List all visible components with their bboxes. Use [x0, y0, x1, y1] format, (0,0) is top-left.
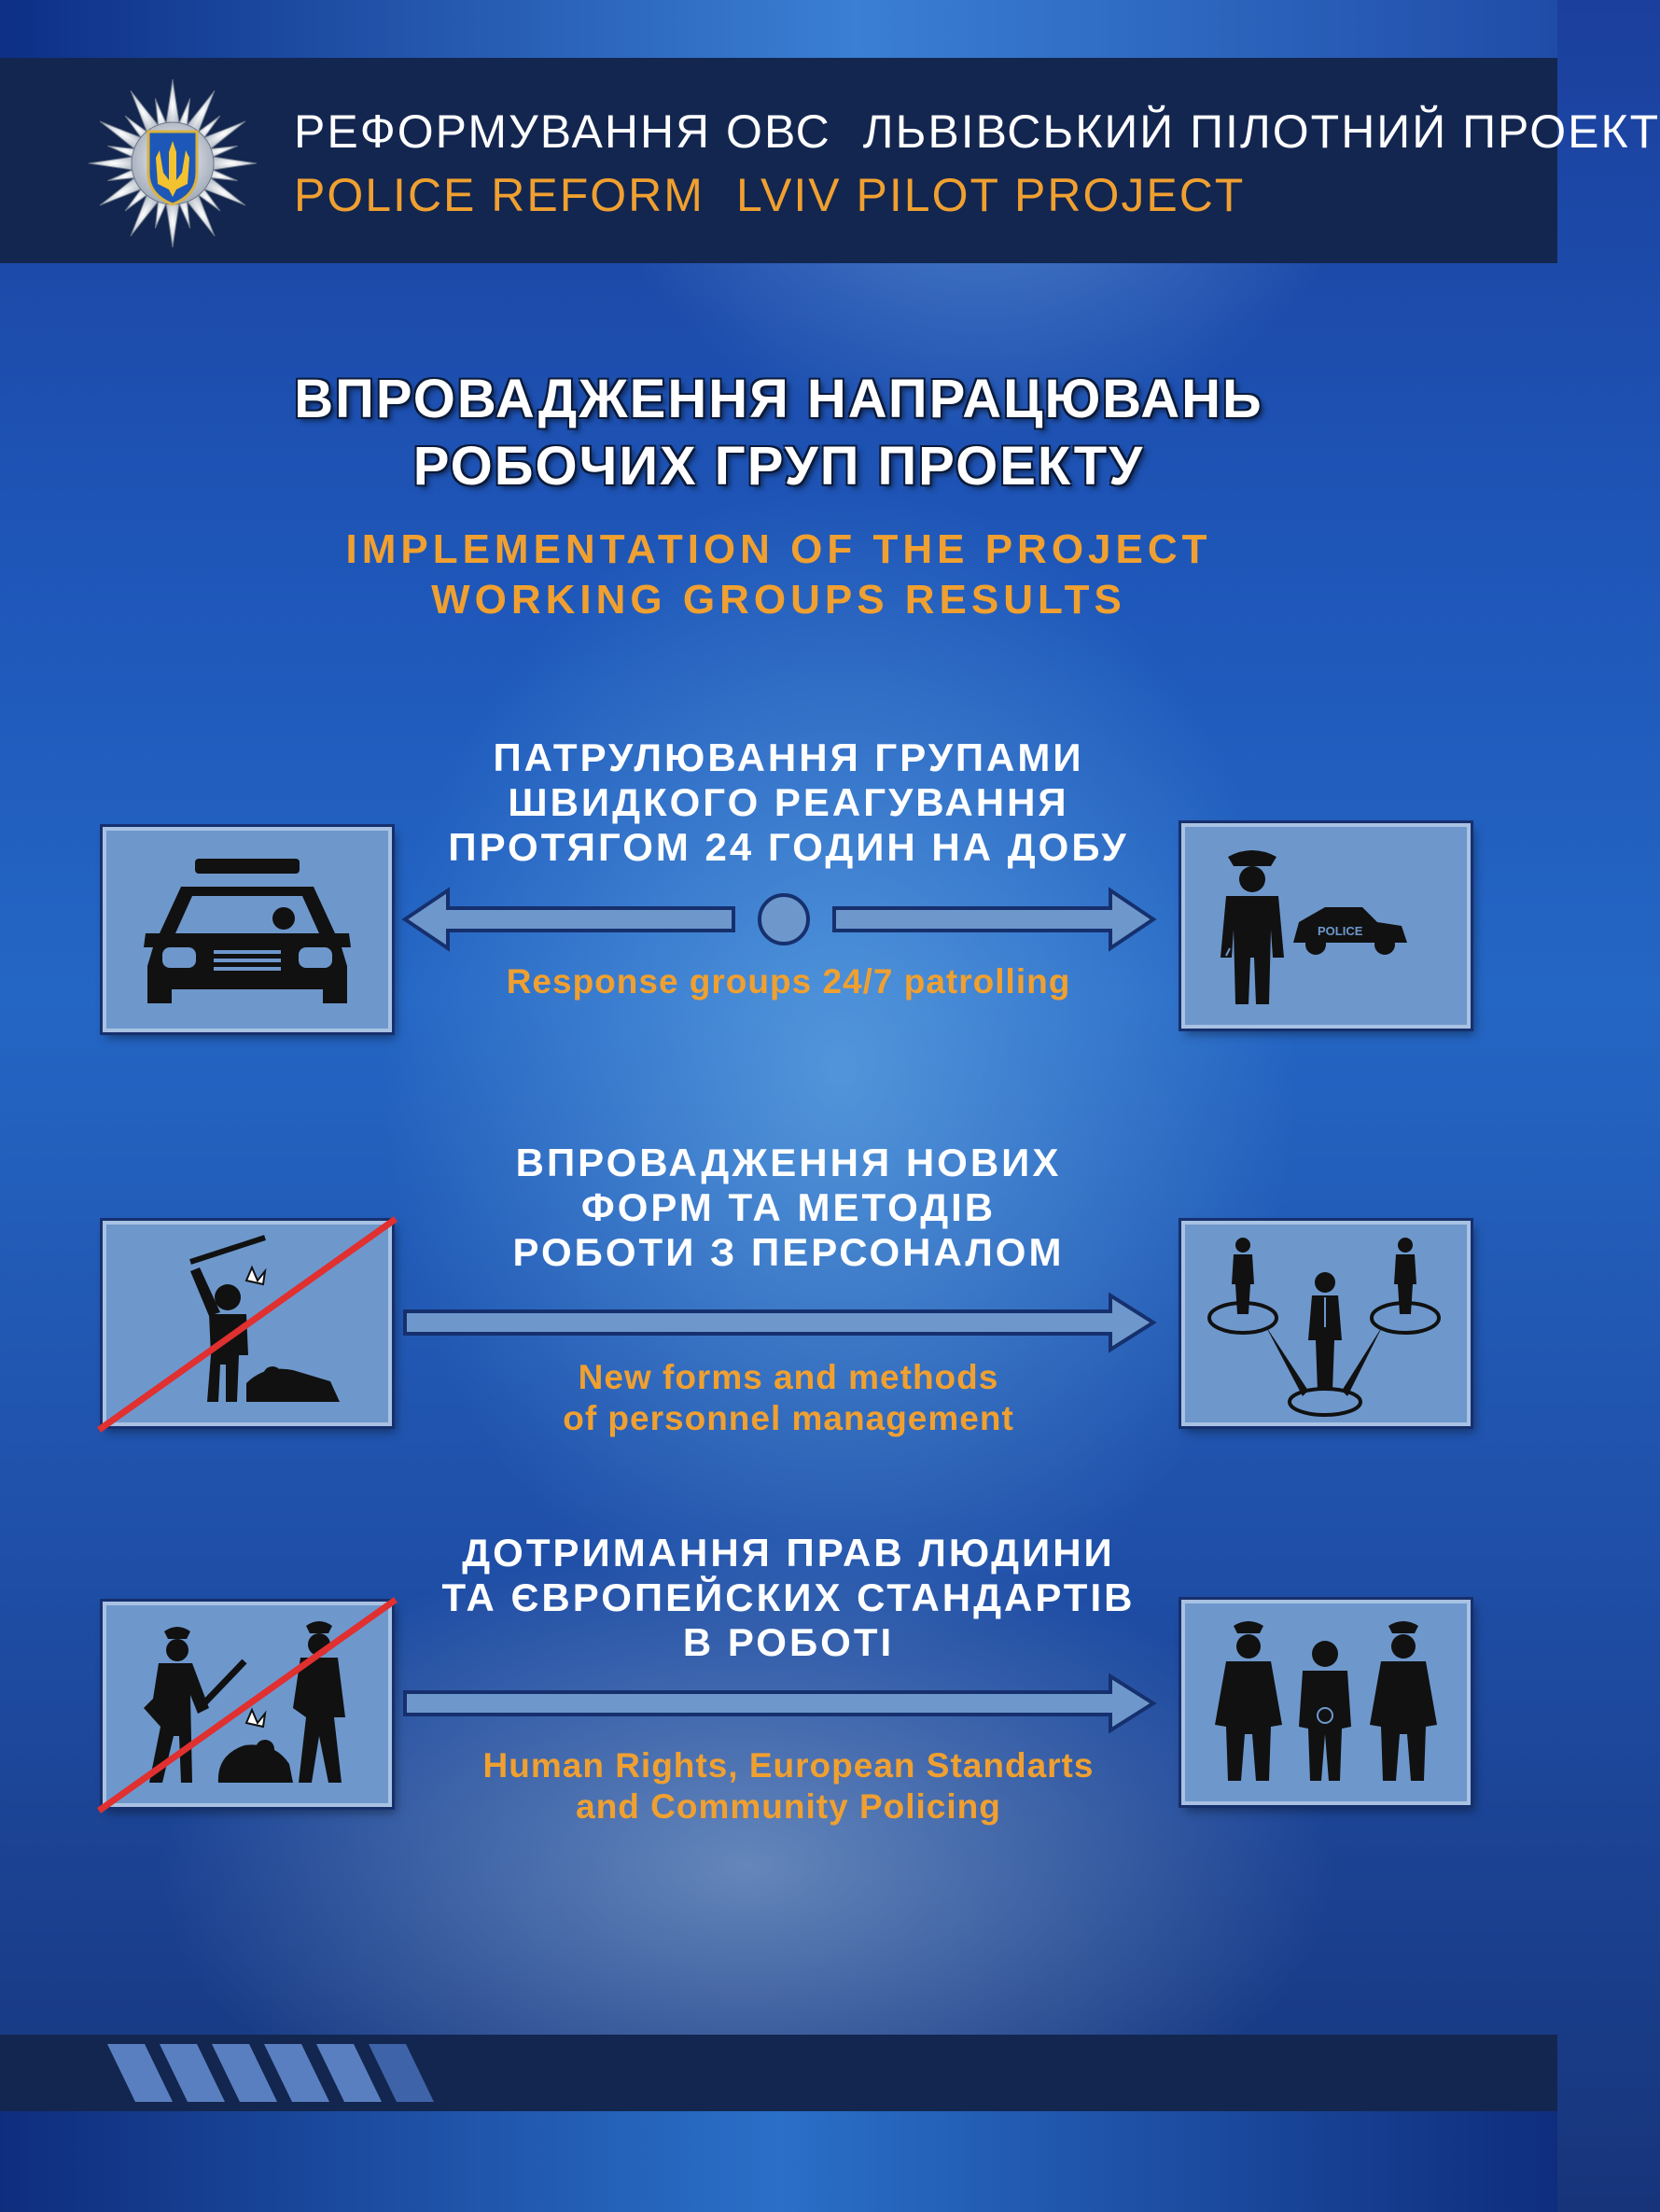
section-2-title: [392, 1141, 1185, 1275]
footer-stripes-decoration: [107, 2044, 481, 2102]
section-1-double-arrow: [392, 877, 1166, 961]
section-3-title-line3: В РОБОТІ: [682, 1620, 895, 1664]
section-2-title-line1: ВПРОВАДЖЕННЯ НОВИХ: [515, 1141, 1062, 1184]
top-gradient-strip: [0, 0, 1557, 58]
section-3-title-line1: ДОТРИМАННЯ ПРАВ ЛЮДИНИ: [462, 1531, 1115, 1575]
section-1-title-line1: ПАТРУЛЮВАННЯ ГРУПАМИ: [493, 735, 1084, 779]
section-2-arrow: [392, 1290, 1166, 1355]
section-3-subtitle-line1: Human Rights, European Standarts: [482, 1746, 1095, 1785]
section-2-subtitle-line2: of personnel management: [563, 1399, 1014, 1437]
police-car-icon-box: [103, 827, 392, 1032]
section-1-title-line2: ШВИДКОГО РЕАГУВАННЯ: [508, 780, 1069, 824]
section-2-subtitle-line1: New forms and methods: [578, 1358, 999, 1396]
team-management-icon: [1185, 1225, 1467, 1422]
police-brutality-crossed-icon-box: [103, 1602, 392, 1807]
header-title-en: POLICE REFORM LVIV PILOT PROJECT: [294, 169, 1246, 221]
police-star-emblem-icon: [86, 77, 259, 250]
section-2-subtitle: [392, 1357, 1185, 1439]
footer-gradient-strip: [0, 2111, 1557, 2212]
section-2-title-line3: РОБОТИ З ПЕРСОНАЛОМ: [512, 1230, 1065, 1274]
header-title-uk: РЕФОРМУВАННЯ ОВС ЛЬВІВСЬКИЙ ПІЛОТНИЙ ПРОЕКТ: [294, 105, 1660, 158]
section-3-arrow: [392, 1671, 1166, 1736]
section-1-title-line3: ПРОТЯГОМ 24 ГОДИН НА ДОБУ: [448, 825, 1129, 869]
main-title-en-line2: WORKING GROUPS RESULTS: [431, 577, 1126, 623]
lawful-arrest-icon-box: [1181, 1600, 1471, 1805]
red-cross-line-2: [106, 1605, 388, 1803]
lawful-arrest-icon: [1185, 1603, 1467, 1801]
police-car-icon: [106, 831, 388, 1029]
section-1-title: [392, 735, 1185, 870]
section-3-subtitle-line2: and Community Policing: [576, 1787, 1001, 1826]
section-3-subtitle: [392, 1745, 1185, 1827]
main-title-uk-line1: ВПРОВАДЖЕННЯ НАПРАЦЮВАНЬ: [294, 369, 1263, 429]
car-police-label: POLICE: [1318, 924, 1363, 938]
policeman-with-car-icon-box: [1181, 823, 1471, 1029]
red-cross-line: [106, 1225, 388, 1422]
section-1-subtitle-line1: Response groups 24/7 patrolling: [506, 962, 1071, 1001]
header-banner: [0, 58, 1660, 263]
section-3-title: [392, 1531, 1185, 1665]
policeman-with-car-icon: [1185, 827, 1467, 1025]
violence-crossed-icon-box: [103, 1221, 392, 1426]
section-1-subtitle: [392, 961, 1185, 1002]
main-title-en-line1: IMPLEMENTATION OF THE PROJECT: [345, 526, 1212, 572]
team-management-icon-box: [1181, 1221, 1471, 1426]
section-3-title-line2: ТА ЄВРОПЕЙСКИХ СТАНДАРТІВ: [441, 1575, 1136, 1619]
main-title-en: [0, 525, 1557, 625]
main-title-uk: [0, 366, 1557, 500]
section-2-title-line2: ФОРМ ТА МЕТОДІВ: [580, 1185, 997, 1229]
main-title-uk-line2: РОБОЧИХ ГРУП ПРОЕКТУ: [412, 436, 1145, 497]
